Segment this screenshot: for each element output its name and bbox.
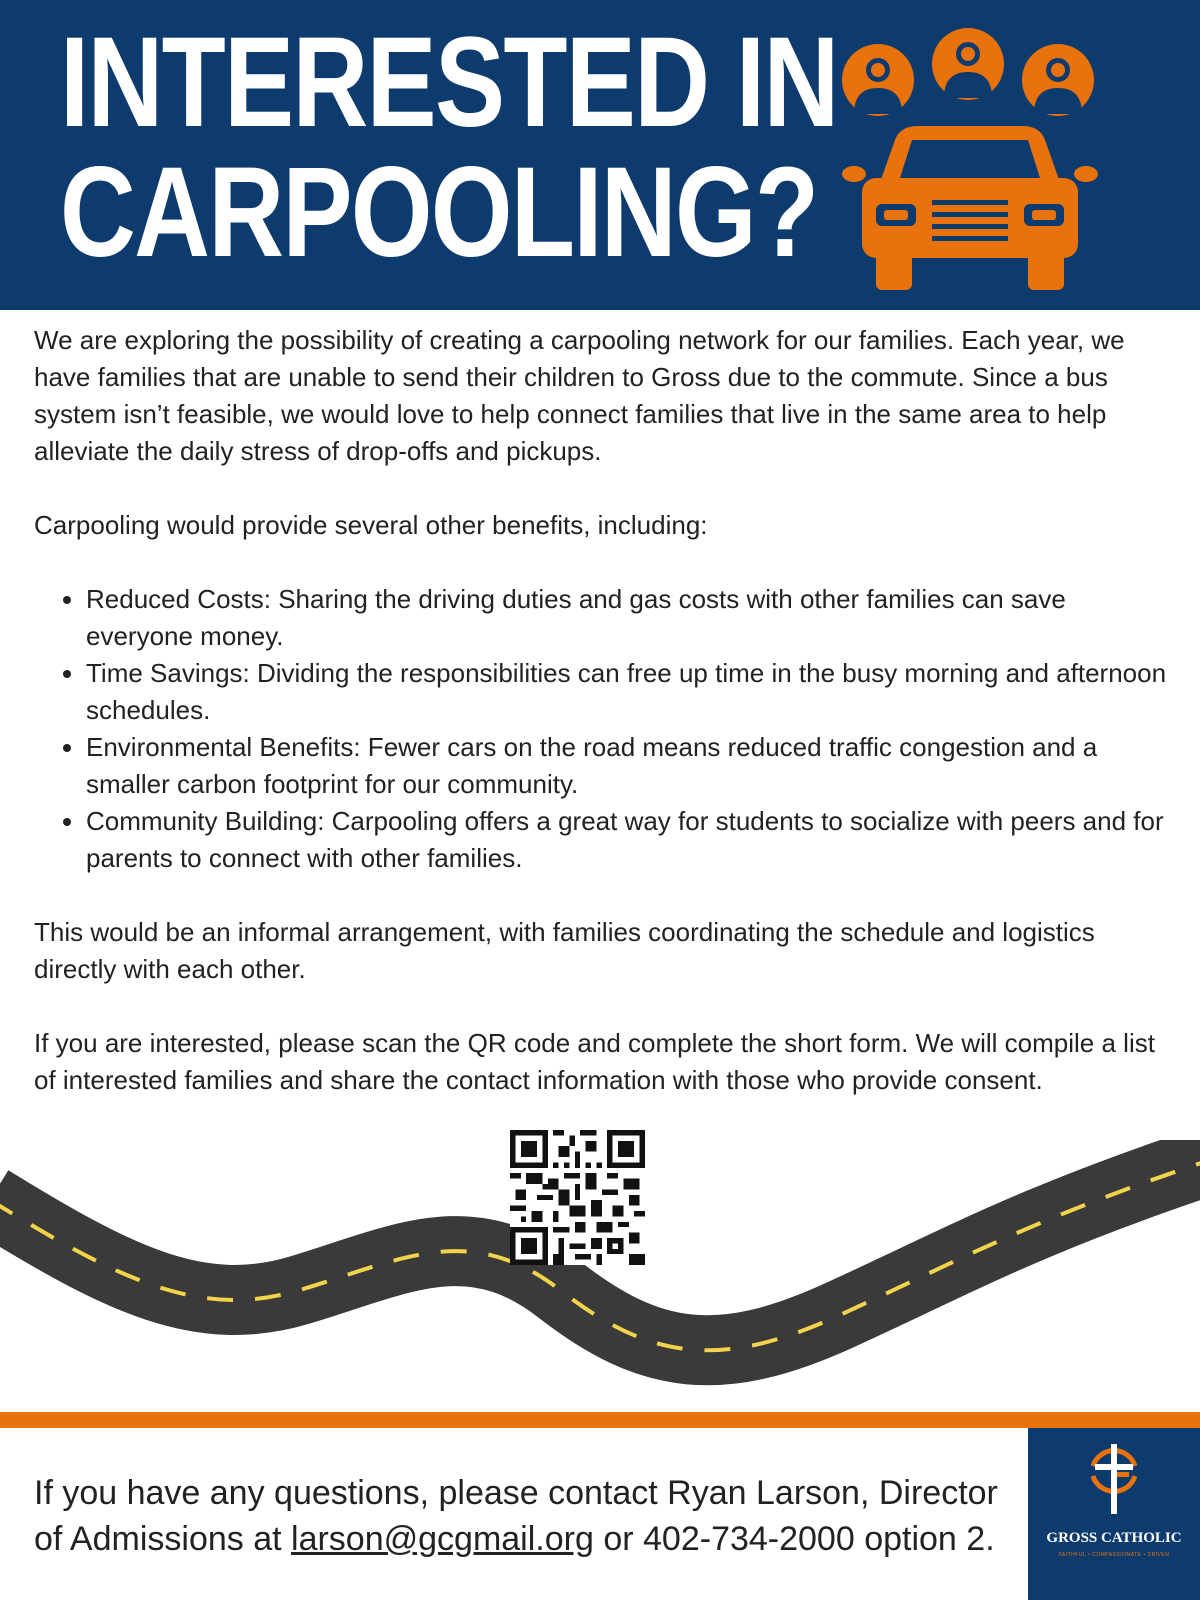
intro-paragraph: We are exploring the possibility of creating a carpooling network for our families. Each year, we have families that are unable to send their children to Gross due to the commute. Since a bus system isn’t feasible, we would love to help connect families that live in the same area to help alleviate the daily stress of drop-offs and pickups. bbox=[34, 325, 1125, 466]
cta-paragraph: If you are interested, please scan the QR code and complete the short form. We will compile a list of interested families and share the contact information with those who provide consent. bbox=[34, 1028, 1155, 1095]
body-content bbox=[34, 322, 1174, 1136]
headline-line-2: CARPOOLING? bbox=[60, 141, 818, 284]
benefit-item: • Reduced Costs: Sharing the driving duties and gas costs with other families can save everyone money. bbox=[86, 581, 1174, 655]
orange-divider bbox=[0, 1412, 1200, 1428]
email-link[interactable]: larson@gcgmail.org bbox=[291, 1520, 594, 1558]
school-name: GROSS CATHOLIC bbox=[1046, 1530, 1182, 1546]
header-banner bbox=[0, 0, 1200, 310]
benefit-item: • Community Building: Carpooling offers a great way for students to socialize with peers and for parents to connect with other families. bbox=[86, 803, 1174, 877]
benefits-list bbox=[34, 581, 1174, 877]
cross-seal-icon bbox=[1083, 1442, 1145, 1516]
headline bbox=[60, 11, 838, 284]
benefit-item: • Time Savings: Dividing the responsibilities can free up time in the busy morning and afternoon schedules. bbox=[86, 655, 1174, 729]
school-logo bbox=[1028, 1428, 1200, 1600]
contact-prefix: If you have any questions, please contact Ryan Larson, Director of Admissions at bbox=[34, 1474, 998, 1558]
benefits-lead: Carpooling would provide several other benefits, including: bbox=[34, 510, 708, 540]
headline-line-1: INTERESTED IN bbox=[60, 11, 838, 154]
informal-paragraph: This would be an informal arrangement, with families coordinating the schedule and logistics directly with each other. bbox=[34, 917, 1095, 984]
qr-code[interactable] bbox=[510, 1130, 645, 1265]
contact-text bbox=[34, 1470, 1024, 1562]
contact-suffix: or 402-734-2000 option 2. bbox=[593, 1520, 995, 1558]
school-tagline: FAITHFUL • COMPASSIONATE • DRIVEN bbox=[1058, 1552, 1170, 1558]
carpool-car-with-people-icon bbox=[840, 28, 1130, 296]
benefit-item: • Environmental Benefits: Fewer cars on the road means reduced traffic congestion and a smaller carbon footprint for our community. bbox=[86, 729, 1174, 803]
